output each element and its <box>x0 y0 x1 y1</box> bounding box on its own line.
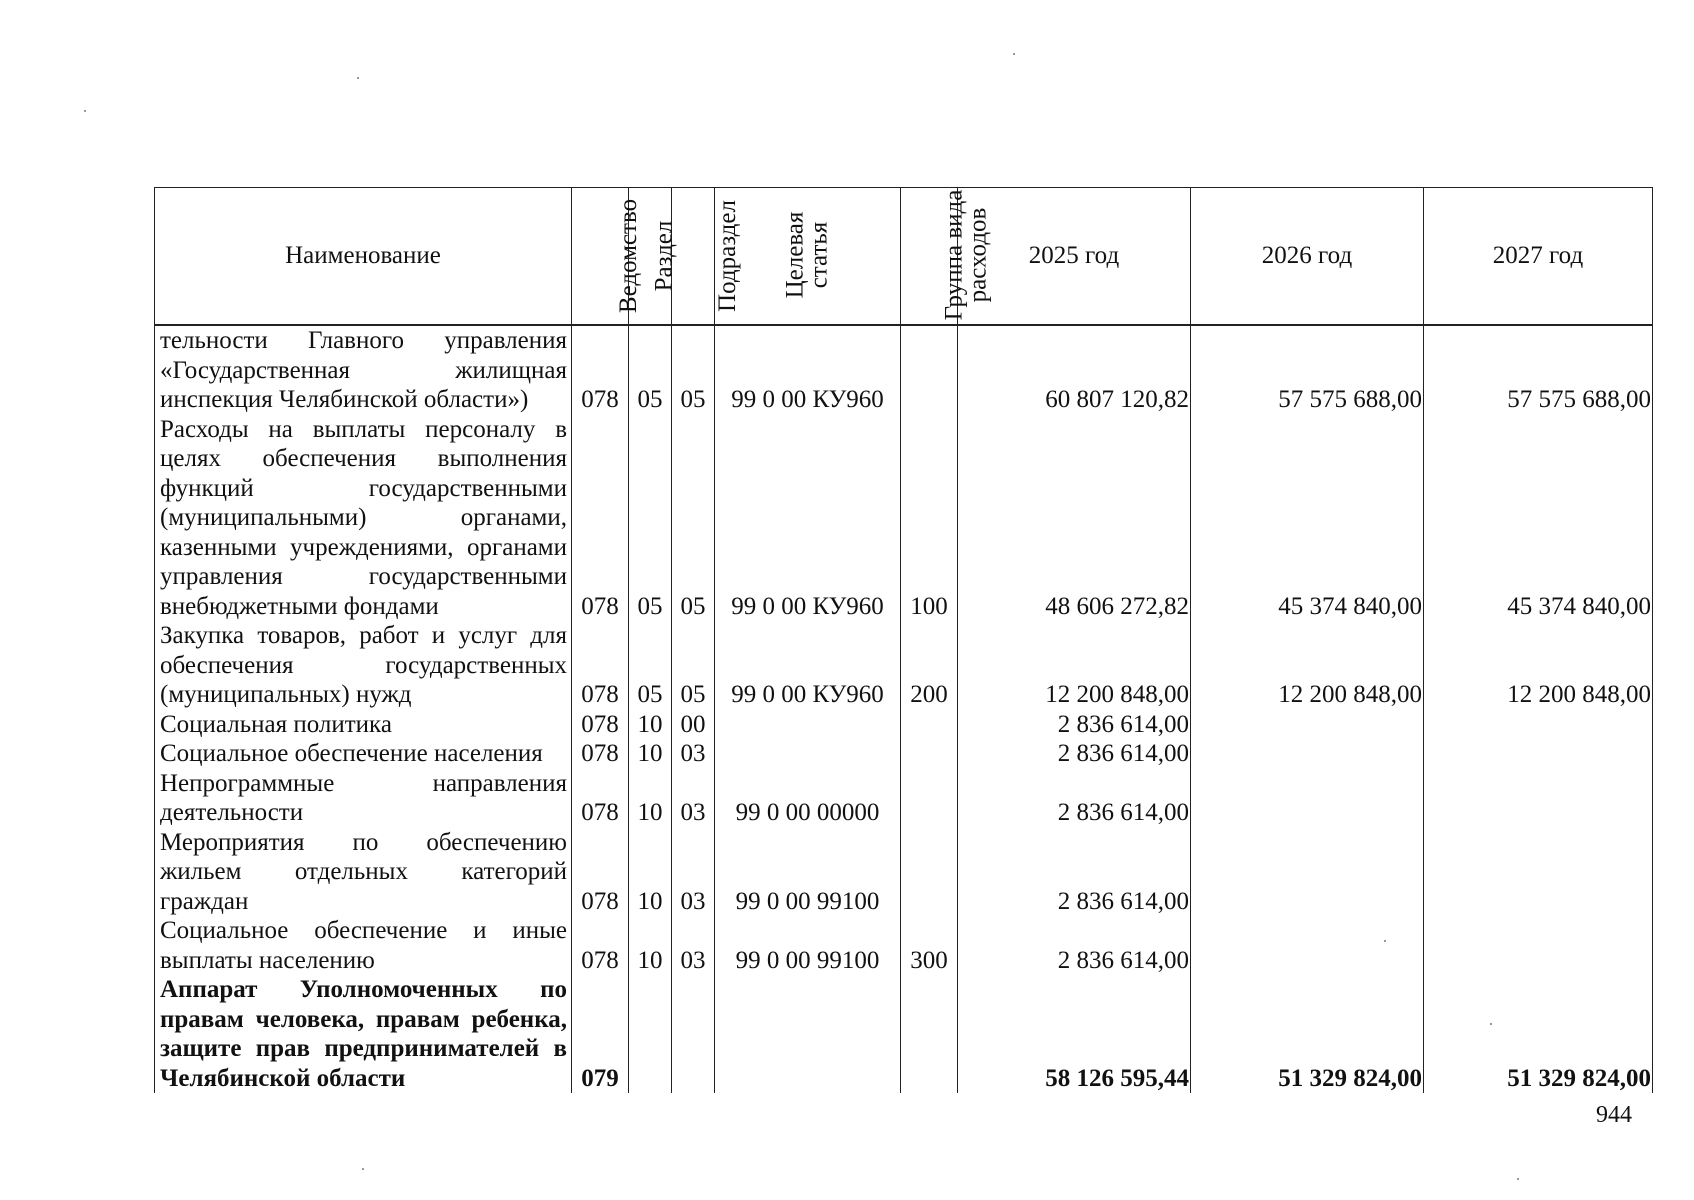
row-vedomstvo: 078 <box>572 769 629 828</box>
header-vedomstvo: Ведомство <box>572 188 629 326</box>
row-podrazdel: 00 <box>672 710 715 740</box>
header-podrazdel: Подраздел <box>672 188 715 326</box>
table-row <box>155 710 1653 740</box>
table-row <box>155 975 1653 1093</box>
row-2026 <box>1191 769 1424 828</box>
row-2025: 2 836 614,00 <box>958 769 1191 828</box>
row-celevaya-statya <box>715 975 901 1093</box>
row-name: Закупка товаров, работ и услуг для обеспечения государственных (муниципальных) нужд <box>155 621 572 710</box>
row-2027: 12 200 848,00 <box>1424 621 1653 710</box>
row-2025: 2 836 614,00 <box>958 916 1191 975</box>
row-vedomstvo: 078 <box>572 710 629 740</box>
page-number: 944 <box>1596 1102 1632 1128</box>
row-2026: 51 329 824,00 <box>1191 975 1424 1093</box>
header-gruppa-vida-rashodov: Группа вида расходов <box>901 188 958 326</box>
row-2025: 12 200 848,00 <box>958 621 1191 710</box>
row-celevaya-statya: 99 0 00 КУ960 <box>715 415 901 622</box>
row-vedomstvo: 078 <box>572 916 629 975</box>
row-name: Социальное обеспечение населения <box>155 739 572 769</box>
row-celevaya-statya: 99 0 00 КУ960 <box>715 621 901 710</box>
row-vid-rashodov <box>901 828 958 917</box>
row-celevaya-statya: 99 0 00 99100 <box>715 828 901 917</box>
row-celevaya-statya: 99 0 00 99100 <box>715 916 901 975</box>
row-razdel: 10 <box>629 828 672 917</box>
table-row <box>155 739 1653 769</box>
header-2026: 2026 год <box>1191 188 1424 326</box>
row-podrazdel: 05 <box>672 621 715 710</box>
row-2027 <box>1424 739 1653 769</box>
row-celevaya-statya <box>715 739 901 769</box>
row-celevaya-statya <box>715 710 901 740</box>
row-razdel: 05 <box>629 621 672 710</box>
row-razdel: 05 <box>629 415 672 622</box>
scan-speck <box>1384 940 1386 942</box>
row-podrazdel: 05 <box>672 415 715 622</box>
row-razdel: 10 <box>629 739 672 769</box>
row-2026 <box>1191 739 1424 769</box>
table-row <box>155 415 1653 622</box>
scan-speck <box>357 77 359 79</box>
row-2025: 48 606 272,82 <box>958 415 1191 622</box>
row-vid-rashodov: 200 <box>901 621 958 710</box>
table-row <box>155 621 1653 710</box>
row-2025: 2 836 614,00 <box>958 828 1191 917</box>
row-name: Расходы на выплаты персоналу в целях обеспечения выполнения функций государственными (муниципальными) органами, казенными учреждениями, органами управления государственными внебюджетными фондами <box>155 415 572 622</box>
row-2025: 60 807 120,82 <box>958 325 1191 415</box>
row-vedomstvo: 079 <box>572 975 629 1093</box>
table-row <box>155 828 1653 917</box>
table-header-row <box>155 188 1653 326</box>
row-vedomstvo: 078 <box>572 325 629 415</box>
header-razdel: Раздел <box>629 188 672 326</box>
row-vid-rashodov <box>901 739 958 769</box>
row-razdel: 10 <box>629 769 672 828</box>
row-2025: 58 126 595,44 <box>958 975 1191 1093</box>
row-name: Аппарат Уполномоченных по правам человека, правам ребенка, защите прав предпринимателей в Челябинской области <box>155 975 572 1093</box>
scan-speck <box>1013 53 1015 55</box>
row-vedomstvo: 078 <box>572 621 629 710</box>
row-razdel: 10 <box>629 916 672 975</box>
row-podrazdel: 03 <box>672 739 715 769</box>
row-name: тельности Главного управления «Государственная жилищная инспекция Челябинской области») <box>155 325 572 415</box>
row-2025: 2 836 614,00 <box>958 710 1191 740</box>
row-celevaya-statya: 99 0 00 КУ960 <box>715 325 901 415</box>
row-vid-rashodov <box>901 710 958 740</box>
table-row <box>155 916 1653 975</box>
row-podrazdel <box>672 975 715 1093</box>
row-vedomstvo: 078 <box>572 739 629 769</box>
row-podrazdel: 03 <box>672 828 715 917</box>
header-2027: 2027 год <box>1424 188 1653 326</box>
scan-speck <box>1517 1178 1519 1180</box>
row-vid-rashodov <box>901 769 958 828</box>
row-2027 <box>1424 710 1653 740</box>
row-vedomstvo: 078 <box>572 828 629 917</box>
budget-table <box>154 187 1653 1093</box>
row-2026: 57 575 688,00 <box>1191 325 1424 415</box>
scan-speck <box>362 1168 364 1170</box>
row-2027 <box>1424 916 1653 975</box>
row-vid-rashodov: 100 <box>901 415 958 622</box>
row-vedomstvo: 078 <box>572 415 629 622</box>
row-vid-rashodov <box>901 325 958 415</box>
row-podrazdel: 03 <box>672 916 715 975</box>
row-podrazdel: 03 <box>672 769 715 828</box>
row-razdel <box>629 975 672 1093</box>
scan-speck <box>1490 1023 1492 1025</box>
row-2027: 45 374 840,00 <box>1424 415 1653 622</box>
row-2027 <box>1424 828 1653 917</box>
row-2025: 2 836 614,00 <box>958 739 1191 769</box>
row-2027 <box>1424 769 1653 828</box>
row-vid-rashodov: 300 <box>901 916 958 975</box>
header-name: Наименование <box>155 188 572 326</box>
header-celevaya-statya: Целевая статья <box>715 188 901 326</box>
row-celevaya-statya: 99 0 00 00000 <box>715 769 901 828</box>
row-2027: 57 575 688,00 <box>1424 325 1653 415</box>
row-2027: 51 329 824,00 <box>1424 975 1653 1093</box>
row-2026: 12 200 848,00 <box>1191 621 1424 710</box>
row-2026 <box>1191 828 1424 917</box>
row-2026 <box>1191 916 1424 975</box>
row-name: Социальное обеспечение и иные выплаты населению <box>155 916 572 975</box>
table-row <box>155 325 1653 415</box>
row-razdel: 05 <box>629 325 672 415</box>
scan-speck <box>84 110 86 112</box>
table-row <box>155 769 1653 828</box>
row-name: Непрограммные направления деятельности <box>155 769 572 828</box>
row-2026: 45 374 840,00 <box>1191 415 1424 622</box>
row-vid-rashodov <box>901 975 958 1093</box>
row-2026 <box>1191 710 1424 740</box>
row-name: Социальная политика <box>155 710 572 740</box>
header-2025: 2025 год <box>958 188 1191 326</box>
row-razdel: 10 <box>629 710 672 740</box>
row-podrazdel: 05 <box>672 325 715 415</box>
row-name: Мероприятия по обеспечению жильем отдельных категорий граждан <box>155 828 572 917</box>
